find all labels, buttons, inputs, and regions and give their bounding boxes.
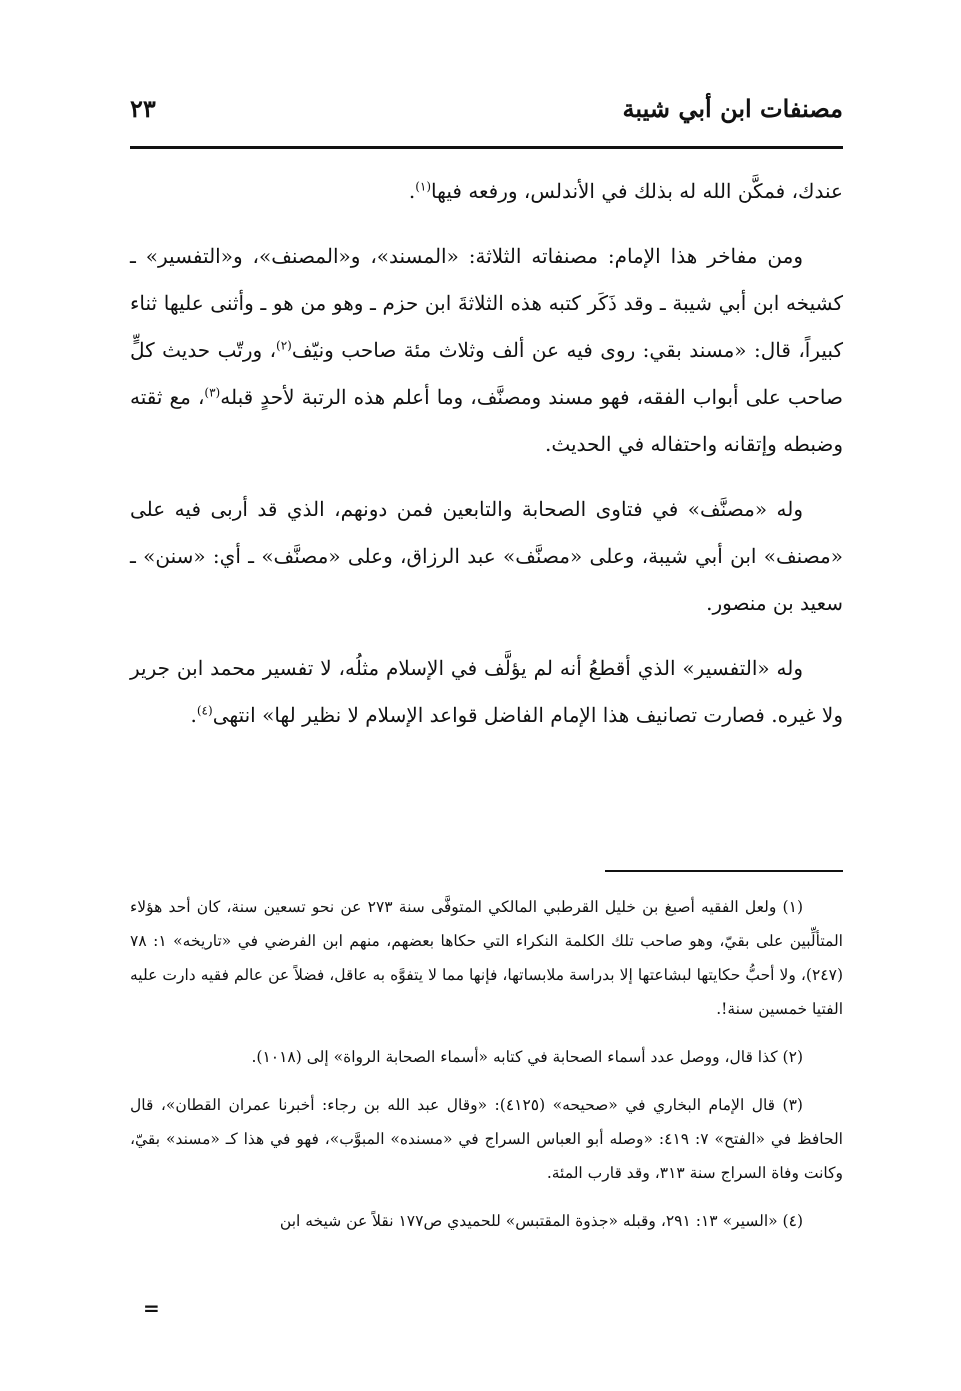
paragraph-1: [130, 168, 843, 215]
footnote-ref-2: (٢): [276, 338, 292, 353]
continuation-mark: =: [143, 1296, 160, 1320]
paragraph-1-end: .: [408, 179, 416, 203]
paragraph-2-text-b: ، ورتّب حديث كلٍّ صاحب على أبواب الفقه، فهو مسند ومصنَّف، وما أعلم هذه الرتبة لأحدٍ قبله: [130, 338, 844, 409]
footnote-ref-4: (٤): [196, 703, 213, 718]
footnote-3: (٣) قال الإمام البخاري في «صحيحه» (٤١٢٥): «وقال عبد الله بن رجاء: أخبرنا عمران القطان»، قال الحافظ في «الفتح» ٧: ٤١٩: «وصله أبو العباس السراج في «مسنده» المبوَّب»، فهو في هذا كـ «مسند» بقيّ، وكانت وفاة السراج سنة ٣١٣، وقد قارب المئة.: [130, 1096, 843, 1182]
footnotes: [130, 890, 843, 1252]
footnote-ref-3: (٣): [204, 385, 221, 400]
paragraph-2: [130, 233, 843, 468]
paragraph-4: [130, 645, 843, 739]
main-text: [130, 168, 843, 757]
paragraph-2-text-a: ومن مفاخر هذا الإمام: مصنفاته الثلاثة: «المسند»، و«المصنف»، و«التفسير» ـ كشيخه ابن أبي شيبة ـ وقد ذَكَر كتبه هذه الثلاثةَ ابن حزم ـ وهو من هو ـ وأثنى عليها ثناء كبيراً، قال: «مسند بقي: روى فيه عن ألف وثلاث مئة صاحب ونيّف: [130, 244, 843, 362]
paragraph-1-text: عندك، فمكَّن الله له بذلك في الأندلس، ورفعه فيها: [431, 179, 843, 203]
paragraph-4-end: .: [190, 703, 197, 727]
footnote-ref-1: (١): [415, 179, 432, 194]
page-header: [130, 94, 843, 140]
header-rule: [130, 146, 843, 149]
paragraph-3: وله «مصنَّف» في فتاوى الصحابة والتابعين فمن دونهم، الذي قد أربى فيه على «مصنف» ابن أبي شيبة، وعلى «مصنَّف» عبد الرزاق، وعلى «مصنَّف» ـ أي: «سنن» ـ سعيد بن منصور.: [130, 497, 844, 615]
page-number: ٢٣: [130, 94, 156, 123]
page-title: مصنفات ابن أبي شيبة: [622, 94, 843, 123]
footnote-separator: [605, 870, 843, 872]
paragraph-2-text-c: ، مع ثقته وضبطه وإتقانه واحتفاله في الحديث.: [130, 385, 843, 456]
footnote-1: (١) ولعل الفقيه أصبغ بن خليل القرطبي المالكي المتوفَّى سنة ٢٧٣ عن نحو تسعين سنة، كان أحد هؤلاء المتألِّبين على بقيّ، وهو صاحب تلك الكلمة النكراء التي حكاها بعضهم، منهم ابن الفرضي في «تاريخه» ١: ٧٨ (٢٤٧)، ولا أحبُّ حكايتها لبشاعتها إلا بدراسة ملابساتها، فإنها مما لا يتفوَّه به عاقل، فضلاً عن عالم فقيه دارت عليه الفتيا خمسين سنة!.: [130, 898, 843, 1018]
paragraph-4-text: وله «التفسير» الذي أقطعُ أنه لم يؤلَّف في الإسلام مثلُه، لا تفسير محمد ابن جرير ولا غيره. فصارت تصانيف هذا الإمام الفاضل قواعد الإسلام لا نظير لها» انتهى: [130, 656, 843, 727]
footnote-2: (٢) كذا قال، ووصل عدد أسماء الصحابة في كتابه «أسماء الصحابة الرواة» إلى (١٠١٨).: [251, 1048, 803, 1066]
footnote-4: (٤) «السير» ١٣: ٢٩١، وقبله «جذوة المقتبس» للحميدي ص١٧٧ نقلاً عن شيخه ابن: [279, 1212, 803, 1230]
